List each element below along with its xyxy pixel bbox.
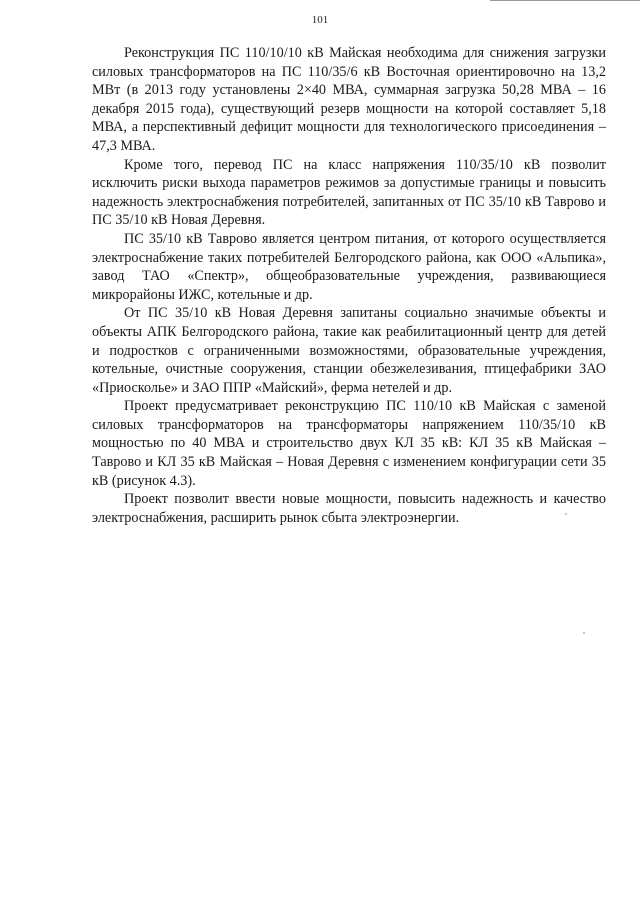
paragraph-tavrovo-substation: ПС 35/10 кВ Таврово является центром питания, от которого осуществляется электроснабжение таких потребителей Белгородского района, как ООО «Альпика», завод ТАО «Спектр», общеобразовательные учреждения, развивающиеся микрорайоны ИЖС, котельные и др.	[92, 230, 606, 303]
scan-speck	[583, 632, 585, 634]
paragraph-project-benefits: Проект позволит ввести новые мощности, повысить надежность и качество электроснабжения, расширить рынок сбыта электроэнергии.	[92, 491, 606, 526]
page-number: 101	[311, 14, 329, 26]
paragraph-project-scope: Проект предусматривает реконструкцию ПС 110/10 кВ Майская с заменой силовых трансформаторов на трансформаторы напряжением 110/35/10 кВ мощностью по 40 МВА и строительство двух КЛ 35 кВ: КЛ 35 кВ Майская – Таврово и КЛ 35 кВ Майская – Новая Деревня с изменением конфигурации сети 35 кВ (рисунок 4.3).	[92, 398, 606, 489]
paragraph-voltage-class-transfer: Кроме того, перевод ПС на класс напряжения 110/35/10 кВ позволит исключить риски выхода параметров режимов за допустимые границы и повысить надежность электроснабжения потребителей, запитанных от ПС 35/10 кВ Таврово и ПС 35/10 кВ Новая Деревня.	[92, 156, 606, 229]
body-text	[92, 44, 606, 527]
scan-speck	[565, 513, 567, 515]
scan-edge-line	[490, 0, 640, 1]
paragraph-reconstruction-rationale: Реконструкция ПС 110/10/10 кВ Майская необходима для снижения загрузки силовых трансформаторов на ПС 110/35/6 кВ Восточная ориентировочно на 13,2 МВт (в 2013 году установлены 2×40 МВА, суммарная загрузка 50,28 МВА – 16 декабря 2015 года), существующий резерв мощности на которой составляет 5,18 МВА, а перспективный дефицит мощности для технологического присоединения – 47,3 МВА.	[92, 45, 606, 154]
paragraph-novaya-derevnya-substation: От ПС 35/10 кВ Новая Деревня запитаны социально значимые объекты и объекты АПК Белгородского района, такие как реабилитационный центр для детей и подростков с ограниченными возможностями, образовательные учреждения, котельные, очистные сооружения, станции обезжелезивания, птицефабрики ЗАО «Приосколье» и ЗАО ППР «Майский», ферма нетелей и др.	[92, 305, 606, 396]
